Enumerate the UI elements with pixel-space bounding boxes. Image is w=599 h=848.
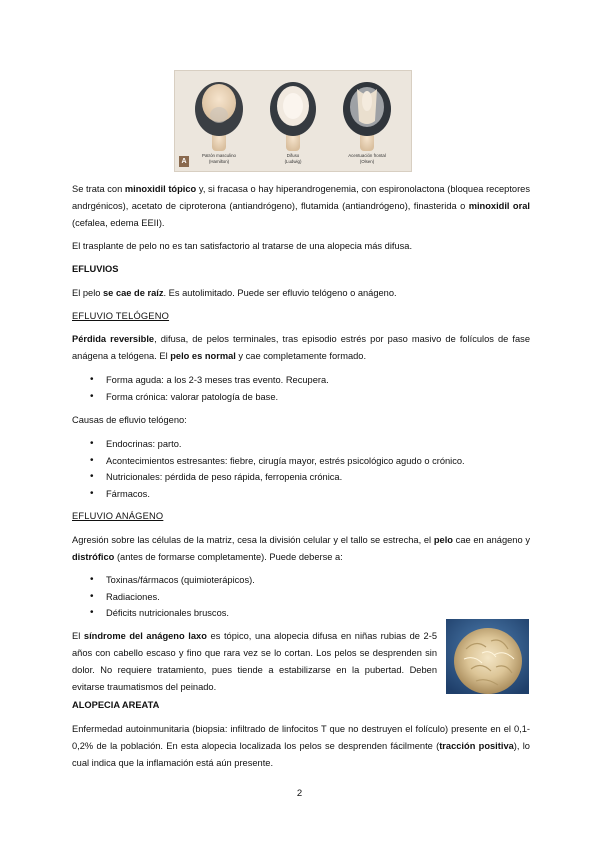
efluvios-paragraph: El pelo se cae de raíz. Es autolimitado. Puede ser efluvio telógeno o anágeno. bbox=[72, 288, 397, 298]
heading-efluvios: EFLUVIOS bbox=[72, 264, 119, 274]
list-item: • Forma crónica: valorar patología de base. bbox=[90, 389, 530, 406]
caption-hamilton: Patrón masculino (Hamilton) bbox=[202, 153, 236, 164]
head-hamilton-illustration bbox=[195, 82, 243, 151]
list-item: • Endocrinas: parto. bbox=[90, 436, 530, 453]
hair-photo-image bbox=[446, 619, 529, 694]
figure-label: A bbox=[179, 156, 189, 167]
caption-olsen: Acentuación frontal (Olsen) bbox=[348, 153, 386, 164]
head-olsen-illustration bbox=[343, 82, 391, 151]
telogeno-causes-list bbox=[90, 436, 530, 502]
list-item: • Nutricionales: pérdida de peso rápida, ferropenia crónica. bbox=[90, 469, 530, 486]
list-item: • Acontecimientos estresantes: fiebre, cirugía mayor, estrés psicológico agudo o crónico. bbox=[90, 453, 530, 470]
alopecia-patterns-figure bbox=[174, 70, 412, 172]
list-item: • Forma aguda: a los 2-3 meses tras evento. Recupera. bbox=[90, 372, 530, 389]
heading-alopecia-areata: ALOPECIA AREATA bbox=[72, 700, 160, 710]
heading-efluvio-anageno: EFLUVIO ANÁGENO bbox=[72, 511, 164, 521]
transplant-paragraph: El trasplante de pelo no es tan satisfactorio al tratarse de una alopecia más difusa. bbox=[72, 241, 413, 251]
child-hair-photo bbox=[446, 619, 529, 694]
areata-paragraph: Enfermedad autoinmunitaria (biopsia: infiltrado de linfocitos T que no destruyen el folículo) presente en el 0,1-0,2% de la población. En esta alopecia localizada los pelos se desprenden fácilmente (tracción positiva), lo cual indica que la inflamación está aún presente. bbox=[72, 724, 530, 768]
telogeno-forms-list bbox=[90, 372, 530, 405]
anageno-paragraph: Agresión sobre las células de la matriz, cesa la división celular y el tallo se estrecha, el pelo cae en anágeno y distrófico (antes de formarse completamente). Puede deberse a: bbox=[72, 535, 530, 562]
list-item: • Radiaciones. bbox=[90, 589, 530, 606]
heading-efluvio-telogeno: EFLUVIO TELÓGENO bbox=[72, 311, 170, 321]
head-ludwig-illustration bbox=[270, 82, 316, 151]
caption-ludwig: Difuso (Ludwig) bbox=[284, 153, 302, 164]
anageno-causes-list bbox=[90, 572, 530, 622]
telogeno-paragraph: Pérdida reversible, difusa, de pelos terminales, tras episodio estrés por paso masivo de folículos de fase anágena a telógena. El pelo es normal y cae completamente formado. bbox=[72, 334, 530, 361]
anageno-laxo-paragraph: El síndrome del anágeno laxo es tópico, una alopecia difusa en niñas rubias de 2-5 años con cabello escaso y fino que rara vez se lo cortan. Los pelos se desprenden sin dolor. No requiere tratamiento, pues tiende a estabilizarse en la pubertad. Deben evitarse traumatismos del peinado. bbox=[72, 631, 437, 692]
causes-intro: Causas de efluvio telógeno: bbox=[72, 415, 187, 425]
page-number: 2 bbox=[296, 788, 303, 799]
list-item: • Toxinas/fármacos (quimioterápicos). bbox=[90, 572, 530, 589]
list-item: • Déficits nutricionales bruscos. bbox=[90, 605, 530, 622]
treatment-paragraph: Se trata con minoxidil tópico y, si fracasa o hay hiperandrogenemia, con espironolactona (bloquea receptores andrgénicos), acetato de ciproterona (antiandrógeno), flutamida (antiandrógeno), finasterida o minoxidil oral (cefalea, edema EEII). bbox=[72, 184, 530, 228]
list-item: • Fármacos. bbox=[90, 486, 530, 503]
